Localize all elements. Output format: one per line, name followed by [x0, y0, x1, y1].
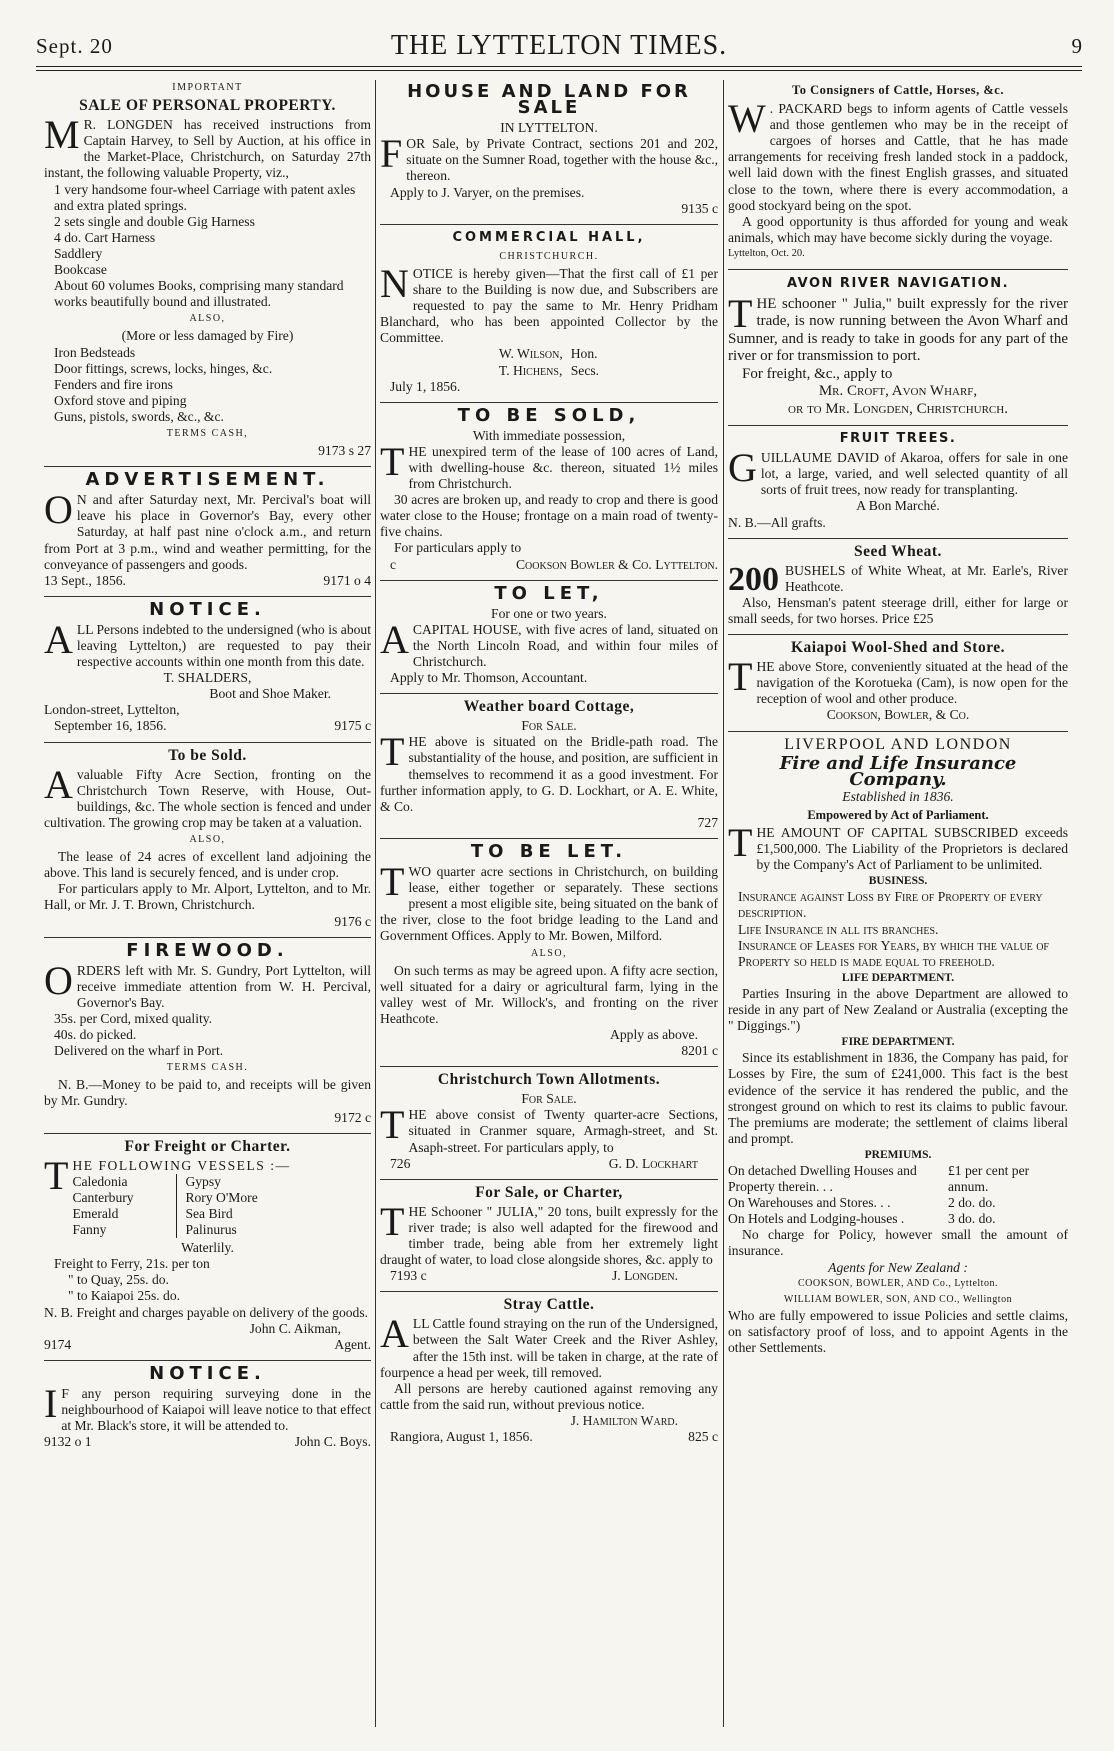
ad-subheading: CHRISTCHURCH. — [499, 250, 599, 262]
drop-cap: T — [380, 1102, 405, 1148]
ad-schooner-julia — [380, 1185, 718, 1287]
ad-name: John C. Aikman, — [249, 1320, 341, 1336]
ad-body: HE above is situated on the Bridle-path road. The substantiality of the house, and position, are sufficient in themselves to recommend it as a good investment. For further information apply, to G. D. Lockhart, or A. E. White, & Co. — [380, 734, 718, 814]
ad-price: 40s. do picked. — [54, 1027, 137, 1043]
drop-cap: A — [44, 616, 73, 662]
ad-stray-cattle — [380, 1297, 718, 1447]
ad-item: Door fittings, screws, locks, hinges, &c. — [54, 360, 273, 376]
business-item: Insurance of Leases for Years, by which the value of Property so held is made equal to freehold. — [738, 937, 1049, 969]
ad-item: 4 do. Cart Harness — [54, 229, 156, 245]
ad-lead: HE FOLLOWING VESSELS :— — [72, 1157, 291, 1173]
masthead-rule-2 — [36, 70, 1082, 71]
vessel-name: Canterbury — [72, 1189, 134, 1205]
drop-cap: M — [44, 112, 80, 158]
ad-heading: ADVERTISEMENT. — [85, 469, 330, 491]
ad-body: valuable Fifty Acre Section, fronting on the Christchurch Town Reserve, with House, Out-buildings, &c. The whole section is fenced and under cultivation. The growing crop may be taken at a valuation. — [44, 766, 371, 830]
vessel-name: Fanny — [72, 1222, 107, 1238]
ad-body: WO quarter acre sections in Christchurch, on building lease, either together or separately. These sections present a most eligible site, being situated on the bank of the river, close to the foot bridge leading to the Land and Government Offices. Apply to Mr. Bowen, Milford. — [380, 864, 718, 944]
ad-item: 1 very handsome four-wheel Carriage with patent axles and extra plated springs. — [54, 181, 356, 213]
ad-item: Bookcase — [54, 262, 107, 278]
newspaper-title: THE LYTTELTON TIMES. — [390, 30, 728, 61]
divider — [44, 466, 371, 467]
ad-body: HE schooner " Julia," built expressly for the river trade, is now running between the Avon Wharf and Sumner, and is ready to take in goods for any part of the river or for transmission to port. — [728, 295, 1068, 365]
drop-cap: G — [728, 445, 757, 491]
ad-body: OR Sale, by Private Contract, sections 201 and 202, situate on the Sumner Road, together with the house &c., thereon. — [406, 136, 718, 184]
ad-item: Saddlery — [54, 245, 103, 261]
ad-heading: Seed Wheat. — [854, 542, 942, 560]
vessel-name: Emerald — [72, 1206, 119, 1221]
drop-cap: A — [380, 1311, 409, 1357]
ad-subheading: For Sale. — [521, 718, 577, 734]
ad-heading: Christchurch Town Allotments. — [437, 1071, 661, 1089]
divider — [380, 224, 718, 225]
drop-cap: O — [44, 487, 73, 533]
ad-kicker: IMPORTANT — [172, 82, 243, 93]
ad-heading: AVON RIVER NAVIGATION. — [786, 276, 1010, 292]
ad-name: John C. Boys. — [294, 1434, 371, 1450]
drop-cap: A — [44, 761, 73, 807]
masthead — [36, 30, 1082, 64]
ad-role: Agent. — [334, 1336, 371, 1352]
ad-agent: Cookson Bowler & Co. Lyttelton. — [515, 556, 718, 572]
ad-heading: COMMERCIAL HALL, — [452, 229, 646, 245]
column-rule-2 — [723, 80, 724, 1727]
ad-heading: To be Sold. — [168, 746, 247, 764]
ad-town-allotments — [380, 1072, 718, 1174]
issue-date: Sept. 20 — [36, 34, 113, 58]
ad-liverpool-london-insurance — [728, 737, 1068, 1359]
masthead-rule-1 — [36, 66, 1082, 67]
drop-cap: T — [728, 654, 753, 700]
ad-item: Oxford stove and piping — [54, 392, 187, 408]
drop-cap: T — [728, 290, 753, 336]
ad-established: Established in 1836. — [842, 788, 954, 804]
ad-notice-surveying — [44, 1362, 371, 1452]
section-body: Since its establishment in 1836, the Company has paid, for Losses by Fire, the sum of £241,000. This fact is the best evidence of the service it has rendered the public, and the strongest ground on which to rest its claims to public favour. The premiums are moderate; the settlement of claims liberal and prompt. — [728, 1050, 1068, 1146]
divider — [44, 742, 371, 743]
ad-to-let-capital-house — [380, 582, 718, 689]
drop-cap: T — [380, 1198, 405, 1244]
section-body: Parties Insuring in the above Department are allowed to reside in any part of New Zealand or Australia (excepting the " Diggings.") — [728, 985, 1068, 1034]
signatory-role: Secs. — [570, 362, 600, 378]
ad-body: F any person requiring surveying done in the neighbourhood of Kaiapoi will leave notice to that effect at Mr. Black's store, it will be attended to. — [61, 1385, 371, 1434]
ad-empowered: Empowered by Act of Parliament. — [807, 807, 989, 822]
ad-to-be-let-sections — [380, 840, 718, 1061]
ad-item: About 60 volumes Books, comprising many standard works beautifully bound and illustrated. — [54, 278, 344, 310]
ad-avon-river-navigation — [728, 275, 1068, 420]
ad-also: ALSO, — [189, 834, 226, 846]
ad-heading: Weather board Cottage, — [463, 698, 635, 716]
ad-advertisement-boat — [44, 469, 371, 591]
vessel-name: Sea Bird — [185, 1206, 233, 1221]
ad-body-2: 30 acres are broken up, and ready to crop and there is good water close to the House; frontage on a main road of twenty-five chains. — [380, 492, 718, 540]
ad-heading: Stray Cattle. — [503, 1296, 595, 1314]
freight-rate: " to Kaiapoi 25s. do. — [68, 1288, 181, 1304]
section-heading: BUSINESS. — [868, 875, 928, 888]
ad-nb: N. B.—All grafts. — [728, 514, 826, 530]
ad-body-3: For particulars apply to Mr. Alport, Lyttelton, and to Mr. Hall, or Mr. J. T. Brown, Christchurch. — [44, 881, 371, 913]
ad-body: HE above Store, conveniently situated at the head of the navigation of the Korotueka (Cam), is now open for the reception of wool and other produce. — [756, 659, 1068, 707]
ad-ref: 9171 o 4 — [323, 572, 371, 588]
premium-label: On Warehouses and Stores. . . — [728, 1195, 891, 1211]
signatory: T. Hichens, — [498, 362, 563, 378]
ad-fruit-trees — [728, 431, 1068, 533]
ad-note: (More or less damaged by Fire) — [121, 328, 294, 344]
ad-heading: HOUSE AND LAND FOR SALE — [407, 81, 691, 119]
drop-cap: T — [380, 859, 405, 905]
ad-body: BUSHELS of White Wheat, at Mr. Earle's, River Heathcote. — [785, 562, 1068, 594]
column-rule-1 — [375, 80, 376, 1727]
drop-cap: T — [44, 1152, 69, 1198]
drop-cap: A — [380, 616, 409, 662]
column-middle — [380, 80, 718, 1727]
ad-body: UILLAUME DAVID of Akaroa, offers for sale in one lot, a large, varied, and well selected quantity of all sorts of fruit trees, now ready for transplanting. — [760, 450, 1068, 498]
agents-heading: Agents for New Zealand : — [828, 1259, 968, 1275]
ad-nb: N. B.—Money to be paid to, and receipts will be given by Mr. Gundry. — [44, 1077, 371, 1109]
premium-rate: 3 do. do. — [948, 1211, 996, 1227]
drop-cap: F — [380, 131, 403, 177]
ad-heading: Kaiapoi Wool-Shed and Store. — [790, 639, 1006, 657]
vessel-name: Waterlily. — [181, 1240, 234, 1256]
ad-subheading: IN LYTTELTON. — [500, 120, 598, 136]
policy-note: No charge for Policy, however small the amount of insurance. — [728, 1227, 1068, 1259]
ad-trade: Boot and Shoe Maker. — [209, 686, 331, 702]
ad-place: London-street, Lyttelton, — [44, 702, 180, 718]
ad-body: HE above consist of Twenty quarter-acre Sections, situated in Cranmer square, Armagh-street, and St. Asaph-street. For particulars apply, to — [408, 1107, 718, 1155]
vessel-name: Palinurus — [185, 1222, 237, 1238]
ad-final: Who are fully empowered to issue Policies and settle claims, on satisfactory proof of loss, and to appoint Agents in the other Settlements. — [728, 1307, 1068, 1355]
ad-name: T. SHALDERS, — [163, 670, 252, 686]
premium-rate: £1 per cent per annum. — [948, 1162, 1030, 1195]
ad-body-2: For freight, &c., apply to — [742, 365, 893, 382]
ad-ref: 726 — [390, 1155, 411, 1171]
ad-item: Fenders and fire irons — [54, 376, 173, 392]
premium-rate: 2 do. do. — [948, 1195, 996, 1211]
ad-address: or to Mr. Longden, Christchurch. — [788, 400, 1008, 417]
ad-sign: A Bon Marché. — [856, 498, 940, 514]
ad-ref: 825 c — [688, 1429, 718, 1445]
vessel-name: Gypsy — [185, 1173, 221, 1189]
ad-weatherboard-cottage — [380, 699, 718, 833]
ad-heading-2: Fire and Life Insurance Company. — [779, 752, 1017, 790]
divider — [728, 731, 1068, 732]
drop-cap: N — [380, 260, 409, 306]
ad-ref: 9174 — [44, 1336, 72, 1352]
section-heading: LIFE DEPARTMENT. — [841, 971, 955, 984]
section-heading: FIRE DEPARTMENT. — [841, 1036, 955, 1049]
ad-heading: FIREWOOD. — [126, 939, 289, 961]
ad-kaiapoi-wool-shed — [728, 640, 1068, 725]
drop-cap: 200 — [728, 560, 779, 598]
ad-subheading: For Sale. — [521, 1091, 577, 1107]
ad-date: Rangiora, August 1, 1856. — [390, 1429, 533, 1445]
drop-cap: T — [380, 438, 405, 484]
ad-commercial-hall — [380, 230, 718, 397]
agents-line: COOKSON, BOWLER, AND Co., Lyttelton. — [798, 1277, 998, 1289]
divider — [380, 1291, 718, 1292]
page-number: 9 — [1071, 34, 1082, 58]
ad-body: . PACKARD begs to inform agents of Cattle vessels and those gentlemen who may be in the receipt of cargoes of horses and Cattle, that he has made arrangements for receiving fresh landed stock in a paddock, well laid down with the finest English grasses, and situated close to the town, where there is every accommodation, a good stockyard being on the spot. — [728, 101, 1068, 213]
divider — [380, 1066, 718, 1067]
ad-notice-shalders — [44, 598, 371, 737]
ad-terms: TERMS CASH, — [166, 427, 249, 439]
ad-ref: 9132 o 1 — [44, 1434, 92, 1450]
ad-heading: TO BE LET. — [470, 840, 628, 862]
drop-cap: T — [728, 820, 753, 865]
ad-heading: SALE OF PERSONAL PROPERTY. — [79, 97, 336, 115]
ad-ref: 7193 c — [390, 1268, 427, 1284]
ad-consigners-of-cattle — [728, 82, 1068, 264]
ad-subheading: With immediate possession, — [472, 427, 626, 443]
vessel-name: Caledonia — [72, 1173, 128, 1189]
divider — [728, 269, 1068, 270]
drop-cap: O — [44, 957, 73, 1003]
ad-name: G. D. Lockhart — [608, 1155, 698, 1171]
divider — [44, 1360, 371, 1361]
ad-body: RDERS left with Mr. S. Gundry, Port Lyttelton, will receive immediate attention from W. H. Percival, Governor's Bay. — [76, 962, 371, 1010]
ad-heading: For Sale, or Charter, — [475, 1183, 623, 1201]
vessel-name: Rory O'More — [185, 1189, 258, 1205]
business-item: Life Insurance in all its branches. — [738, 921, 939, 937]
signatory: W. Wilson, — [498, 346, 563, 362]
ad-name: J. Longden. — [611, 1268, 678, 1284]
ad-seed-wheat — [728, 544, 1068, 629]
ad-heading: NOTICE. — [149, 598, 266, 620]
divider — [44, 1133, 371, 1134]
ad-heading: For Freight or Charter. — [124, 1137, 291, 1155]
freight-rate: " to Quay, 25s. do. — [68, 1272, 169, 1288]
ad-ref: 8201 c — [681, 1043, 718, 1059]
ad-ref: 9135 c — [681, 200, 718, 216]
agents-line: WILLIAM BOWLER, SON, AND CO., Wellington — [783, 1293, 1013, 1305]
column-left — [44, 80, 371, 1727]
ad-ref: 9175 c — [334, 718, 371, 734]
ad-freight-or-charter — [44, 1139, 371, 1355]
ad-to-be-sold-fifty-acre — [44, 748, 371, 932]
ad-ref: 727 — [697, 814, 718, 830]
ad-to-be-sold-lease — [380, 404, 718, 575]
ad-firewood — [44, 939, 371, 1128]
ad-also: ALSO, — [189, 313, 226, 325]
ad-item: 2 sets single and double Gig Harness — [54, 213, 255, 229]
ad-date: September 16, 1856. — [54, 718, 167, 734]
ad-date: July 1, 1856. — [390, 378, 461, 394]
divider — [380, 580, 718, 581]
ad-body-2: On such terms as may be agreed upon. A fifty acre section, well situated for a dairy or agricultural farm, lying in the valley west of Mr. Willock's, and fronting on the river Heathcote. — [380, 962, 718, 1026]
divider — [380, 1179, 718, 1180]
column-right — [728, 80, 1068, 1727]
ad-delivery: Delivered on the wharf in Port. — [54, 1043, 224, 1059]
ad-body-2: The lease of 24 acres of excellent land adjoining the above. This land is securely fenced, and is under crop. — [44, 849, 371, 881]
ad-sale-personal-property — [44, 80, 371, 461]
ad-body: HE AMOUNT OF CAPITAL SUBSCRIBED exceeds £1,500,000. The Liability of the Proprietors is declared by the Company's Act of Parliament to be unlimited. — [756, 825, 1068, 873]
divider — [728, 425, 1068, 426]
ad-body: R. LONGDEN has received instructions from Captain Harvey, to Sell by Auction, at his office in the Market-Place, Christchurch, on Saturday 27th instant, the following valuable Property, viz., — [44, 117, 371, 181]
ad-body: HE Schooner " JULIA," 20 tons, built expressly for the river trade; is also well adapted for the firewood and timber trade, being able from her extremely light draught of water, to load close alongside shores, &c. apply to — [380, 1203, 718, 1268]
ad-ref: c — [390, 556, 397, 572]
ad-heading: TO LET, — [494, 582, 604, 604]
ad-terms: TERMS CASH. — [166, 1062, 249, 1074]
ad-heading: NOTICE. — [149, 1362, 266, 1384]
ad-nb: N. B. Freight and charges payable on delivery of the goods. — [44, 1304, 369, 1320]
ad-date: 13 Sept., 1856. — [44, 572, 126, 588]
drop-cap: T — [380, 729, 405, 775]
premium-label: On detached Dwelling Houses and Property therein. . . — [728, 1162, 917, 1195]
ad-ref: 9173 s 27 — [318, 443, 371, 459]
ad-heading: TO BE SOLD, — [457, 404, 641, 426]
ad-body: HE unexpired term of the lease of 100 acres of Land, with dwelling-house &c. thereon, situated 1½ miles from Christchurch. — [408, 443, 718, 492]
divider — [380, 693, 718, 694]
ad-house-and-land — [380, 81, 718, 219]
ad-address: Mr. Croft, Avon Wharf, — [818, 383, 978, 400]
ad-body-2: All persons are hereby cautioned against removing any cattle from the said run, without previous notice. — [380, 1380, 718, 1412]
section-heading: PREMIUMS. — [864, 1148, 932, 1161]
drop-cap: I — [44, 1380, 58, 1426]
ad-price: 35s. per Cord, mixed quality. — [54, 1010, 213, 1026]
ad-item: Iron Bedsteads — [54, 344, 136, 360]
ad-agent: Cookson, Bowler, & Co. — [826, 707, 970, 723]
ad-body: CAPITAL HOUSE, with five acres of land, situated on the North Lincoln Road, and within four miles of Christchurch. — [412, 621, 718, 669]
divider — [380, 838, 718, 839]
vessel-table — [72, 1174, 371, 1238]
ad-body: LL Persons indebted to the undersigned (who is about leaving Lyttelton,) are requested to pay their respective accounts within one month from this date. — [76, 621, 371, 670]
divider — [380, 402, 718, 403]
ad-body-2: A good opportunity is thus afforded for young and weak animals, which may have become sickly during the voyage. — [728, 213, 1068, 245]
divider — [44, 596, 371, 597]
ad-body: LL Cattle found straying on the run of the Undersigned, between the Salt Water Creek and the River Ashley, after the 15th inst. will be taken in charge, at the rate of fourpence a head per week, till removed. — [380, 1316, 718, 1380]
ad-apply: Apply as above. — [610, 1026, 698, 1042]
ad-heading: LIVERPOOL AND LONDON — [784, 735, 1012, 753]
ad-body-3: For particulars apply to — [394, 540, 522, 556]
signatory-role: Hon. — [570, 346, 598, 362]
ad-also: ALSO, — [530, 947, 568, 959]
divider — [44, 937, 371, 938]
ad-ref: 9172 c — [334, 1109, 371, 1125]
drop-cap: W — [728, 96, 766, 142]
ad-heading: FRUIT TREES. — [839, 431, 957, 447]
ad-subheading: For one or two years. — [491, 605, 607, 621]
business-item: Insurance against Loss by Fire of Property of every description. — [738, 889, 1043, 921]
ad-body: OTICE is hereby given—That the first call of £1 per share to the Building is now due, and Subscribers are requested to pay the same to Mr. Henry Pridham Blanchard, who has been appointed Collector by the Committee. — [380, 265, 718, 346]
ad-name: J. Hamilton Ward. — [570, 1412, 678, 1428]
ad-heading: To Consigners of Cattle, Horses, &c. — [792, 83, 1004, 97]
ad-ref: 9176 c — [334, 913, 371, 929]
divider — [728, 538, 1068, 539]
freight-rate: Freight to Ferry, 21s. per ton — [54, 1256, 210, 1272]
ad-body-2: Also, Hensman's patent steerage drill, either for large or small seeds, for two horses. Price £25 — [728, 594, 1068, 626]
divider — [728, 634, 1068, 635]
premium-label: On Hotels and Lodging-houses . — [728, 1211, 905, 1227]
ad-date: Lyttelton, Oct. 20. — [728, 247, 805, 259]
ad-apply: Apply to J. Varyer, on the premises. — [390, 184, 585, 200]
ad-apply: Apply to Mr. Thomson, Accountant. — [390, 670, 588, 686]
ad-item: Guns, pistols, swords, &c., &c. — [54, 408, 224, 424]
ad-body: N and after Saturday next, Mr. Percival's boat will leave his place in Governor's Bay, every other Saturday, at half past nine o'clock a.m., and return from Port at 3 p.m., wind and weather permitting, for the conveyance of passengers and goods. — [44, 492, 371, 572]
